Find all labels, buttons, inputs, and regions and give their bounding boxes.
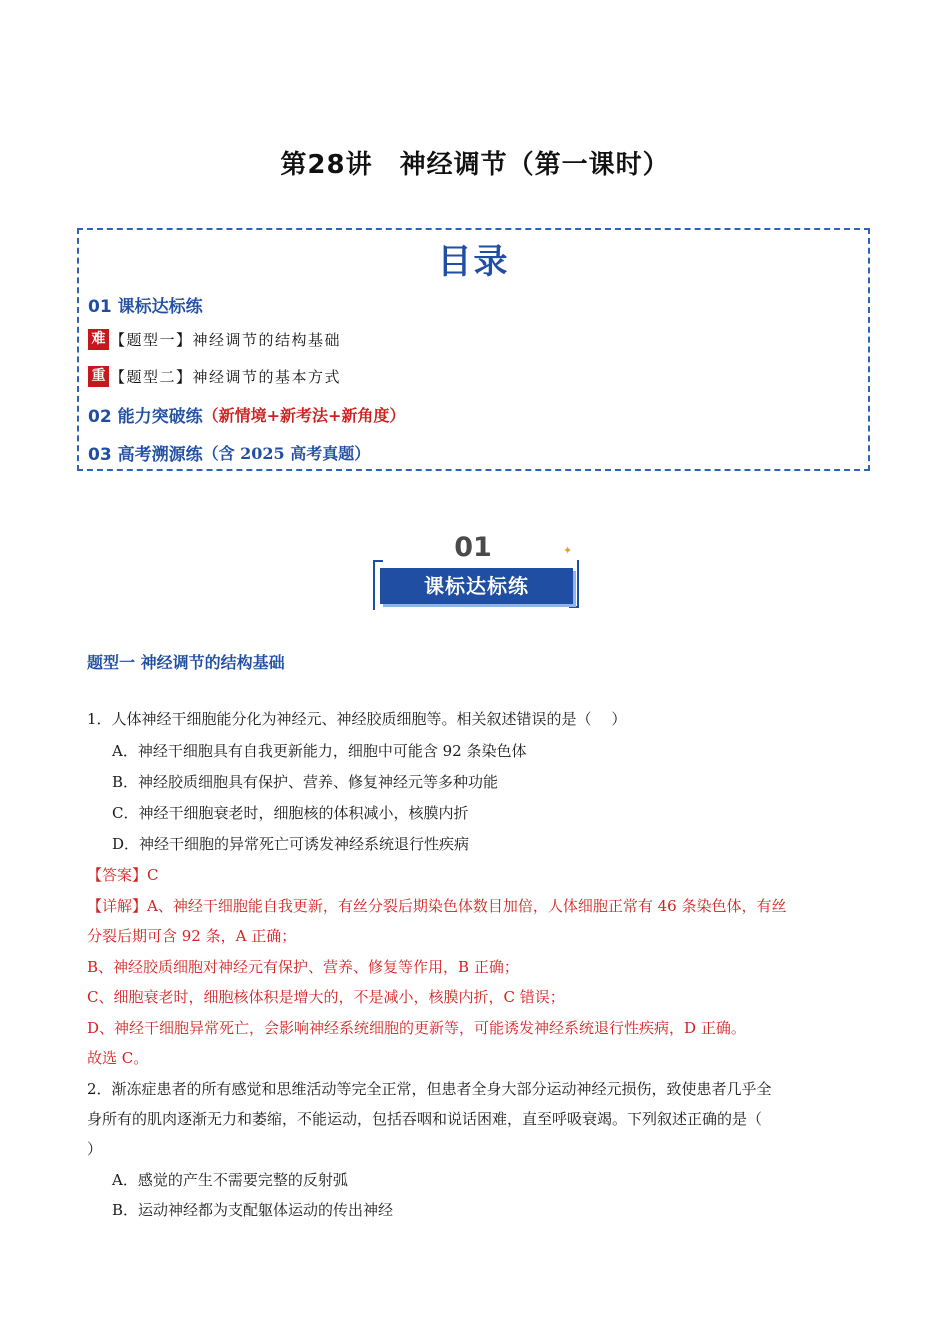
question-1-detail-line: C、细胞衰老时，细胞核体积是增大的，不是减小，核膜内折，C 错误； <box>87 988 565 1006</box>
toc-section-2-label: 02 能力突破练 <box>88 407 203 427</box>
toc-item-2-label: 【题型二】神经调节的基本方式 <box>110 368 342 386</box>
banner-label: 课标达标练 <box>424 574 529 598</box>
question-1-detail-line: 【详解】A、神经干细胞能自我更新，有丝分裂后期染色体数目加倍，人体细胞正常有 46 条染色体，有丝 <box>87 897 787 915</box>
toc-section-2-note: （新情境+新考法+新角度） <box>202 406 406 425</box>
hard-tag-icon: 难 <box>88 329 109 350</box>
question-1-stem: 1．人体神经干细胞能分化为神经元、神经胶质细胞等。相关叙述错误的是（ ） <box>87 710 627 728</box>
section-title: 题型一 神经调节的结构基础 <box>87 653 285 672</box>
question-1-detail-line: 故选 C。 <box>87 1049 149 1067</box>
sparkle-icon: ✦ <box>563 544 573 557</box>
toc-item-2[interactable] <box>88 366 341 387</box>
toc-section-3[interactable] <box>88 440 370 465</box>
question-1-option-d: D．神经干细胞的异常死亡可诱发神经系统退行性疾病 <box>112 835 470 853</box>
question-2-option-a: A．感觉的产生不需要完整的反射弧 <box>112 1171 348 1189</box>
page-title: 第28讲 神经调节（第一课时） <box>280 150 670 180</box>
question-1-detail-line: 分裂后期可含 92 条，A 正确； <box>87 927 297 945</box>
toc-item-1[interactable] <box>88 329 341 350</box>
question-2-stem: 身所有的肌肉逐渐无力和萎缩，不能运动，包括吞咽和说话困难，直至呼吸衰竭。下列叙述正确的是（ <box>87 1110 763 1128</box>
toc-item-1-label: 【题型一】神经调节的结构基础 <box>110 331 342 349</box>
section-banner <box>373 530 583 610</box>
toc-heading: 目录 <box>437 242 510 282</box>
toc-section-1[interactable] <box>88 292 203 317</box>
question-1-option-c: C．神经干细胞衰老时，细胞核的体积减小，核膜内折 <box>112 804 469 822</box>
toc-section-3-label: 03 高考溯源练 <box>88 445 203 465</box>
question-1-detail-line: D、神经干细胞异常死亡，会影响神经系统细胞的更新等，可能诱发神经系统退行性疾病，D 正确。 <box>87 1019 746 1037</box>
question-1-answer: 【答案】C <box>87 866 159 884</box>
key-tag-icon: 重 <box>88 366 109 387</box>
question-2-stem: 2．渐冻症患者的所有感觉和思维活动等完全正常，但患者全身大部分运动神经元损伤，致使患者几乎全 <box>87 1080 772 1098</box>
question-1-option-b: B．神经胶质细胞具有保护、营养、修复神经元等多种功能 <box>112 773 499 791</box>
question-1-detail-line: B、神经胶质细胞对神经元有保护、营养、修复等作用，B 正确； <box>87 958 519 976</box>
toc-section-2[interactable] <box>88 402 405 427</box>
question-2-option-b: B．运动神经都为支配躯体运动的传出神经 <box>112 1201 394 1219</box>
toc-section-3-note: （含 2025 高考真题） <box>202 444 371 463</box>
question-2-stem: ） <box>87 1140 103 1158</box>
toc-section-1-label: 01 课标达标练 <box>88 297 203 317</box>
table-of-contents <box>77 228 870 471</box>
question-1-option-a: A．神经干细胞具有自我更新能力，细胞中可能含 92 条染色体 <box>112 742 527 760</box>
banner-number: 01 <box>454 532 492 563</box>
